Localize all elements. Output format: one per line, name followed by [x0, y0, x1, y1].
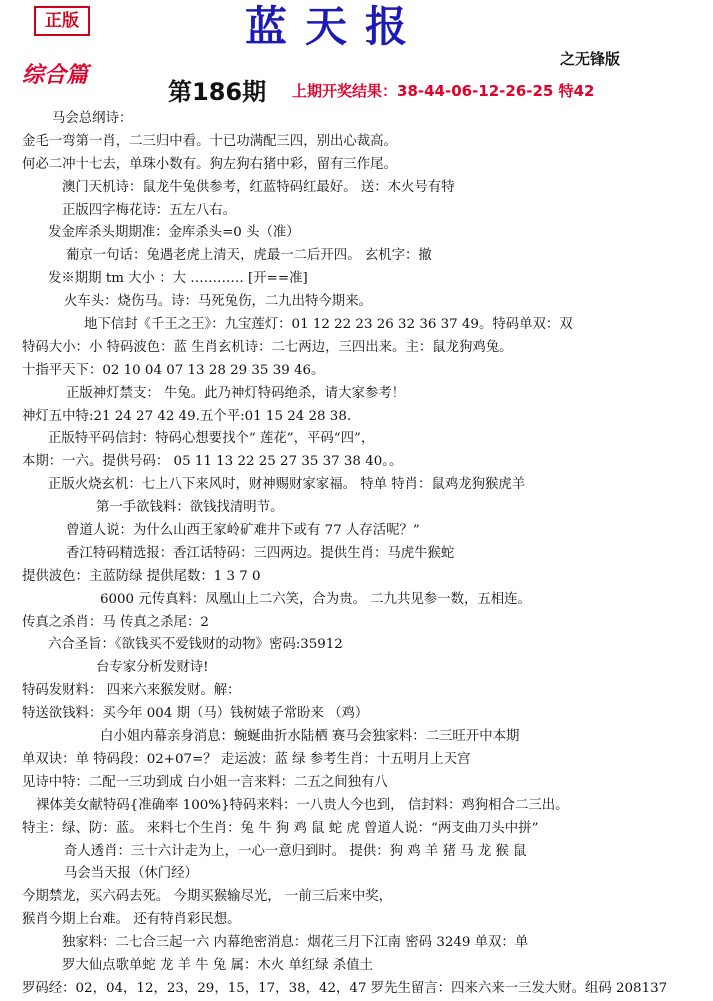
edition-label: 之无锋版: [560, 50, 621, 68]
text-line: 香江特码精选报：香江话特码：三四两边。提供生肖：马虎牛猴蛇: [66, 545, 455, 561]
text-line: 正版特平码信封：特码心想要找个“ 莲花”，平码“四”，: [48, 431, 375, 447]
text-line: 六合圣旨：《欲钱买不爱钱财的动物》密码:35912: [48, 637, 343, 653]
text-line: 裸体美女献特码{准确率 100%}特码来料：一八贵人今也到， 信封料：鸡狗相合二三出。: [36, 797, 569, 813]
text-line: 猴肖今期上台难。 还有特肖彩民想。: [22, 912, 241, 928]
text-line: 台专家分析发财诗!: [96, 660, 209, 676]
text-line: 见诗中特：二配一三功到成 白小姐一言来料：二五之间独有八: [22, 774, 388, 790]
text-line: 金毛一弯第一肖，二三归中看。十已功满配三四，别出心裁高。: [22, 133, 397, 149]
text-line: 白小姐内幕亲身消息：蜿蜒曲折水陆栖 赛马会独家料：二三旺开中本期: [100, 729, 520, 745]
text-line: 发※期期 tm 大小 ：大 ………… [开==准]: [48, 271, 308, 287]
text-line: 罗码经：02，04，12，23，29，15，17，38，42，47 罗先生留言：四来六来一三发大财。组码 208137: [22, 980, 668, 996]
text-line: 葡京一句话：兔遇老虎上清天，虎最一二后开四。 玄机字：撤: [66, 248, 432, 264]
text-line: 第一手欲钱料：欲钱找清明节。: [96, 500, 284, 516]
text-line: 马会总纲诗：: [52, 111, 133, 126]
text-line: 奇人透肖：三十六计走为上，一心一意归到时。 提供：狗 鸡 羊 猪 马 龙 猴 鼠: [64, 843, 527, 859]
text-line: 正版神灯禁支： 牛兔。此乃神灯特码绝杀，请大家参考！: [66, 385, 406, 401]
text-line: 6000 元传真料：凤凰山上二六笑，合为贵。 二九共见参一数，五相连。: [100, 591, 531, 607]
text-line: 澳门天机诗：鼠龙牛兔供参考，红蓝特码红最好。 送：木火号有特: [62, 179, 455, 195]
text-line: 特码大小：小 特码波色：蓝 生肖玄机诗：二七两边，三四出来。主：鼠龙狗鸡兔。: [22, 339, 513, 355]
text-line: 何必二冲十七去，单珠小数有。狗左狗右猪中彩，留有三作尾。: [22, 156, 397, 172]
text-line: 提供波色：主蓝防绿 提供尾数：1 3 7 0: [22, 568, 261, 584]
section-title: 综合篇: [22, 63, 89, 88]
text-line: 正版火烧玄机：七上八下来风时，财神赐财家家福。 特单 特肖：鼠鸡龙狗猴虎羊: [48, 477, 526, 493]
text-line: 地下信封《千王之王》：九宝莲灯：01 12 22 23 26 32 36 37 49。特码单双：双: [84, 317, 573, 333]
text-line: 单双诀：单 特码段：02+07=？ 走运波：蓝 绿 参考生肖：十五明月上天宫: [22, 751, 471, 767]
text-line: 神灯五中特:21 24 27 42 49.五个平:01 15 24 28 38.: [22, 408, 352, 424]
edition-badge: 正版: [34, 6, 90, 36]
text-line: 曾道人说：为什么山西王家岭矿难井下或有 77 人存活呢？”: [66, 523, 420, 539]
text-line: 火车头：烧伤马。诗：马死兔伤，二九出特今期来。: [64, 294, 372, 310]
text-line: 马会当天报（休门经）: [64, 866, 198, 882]
last-draw-result: 上期开奖结果：38-44-06-12-26-25 特42: [292, 82, 595, 100]
text-line: 独家料：二七合三起一六 内幕绝密消息：烟花三月下江南 密码 3249 单双：单: [62, 935, 529, 951]
text-line: 传真之杀肖：马 传真之杀尾：2: [22, 614, 209, 630]
text-line: 罗大仙点歌单蛇 龙 羊 牛 兔 属：木火 单红绿 杀值土: [62, 957, 373, 973]
text-line: 特主：绿、防：蓝。 来料七个生肖：兔 牛 狗 鸡 鼠 蛇 虎 曾道人说：“两支曲刀头中拼”: [22, 820, 539, 836]
newspaper-title: 蓝天报: [244, 2, 425, 51]
text-line: 本期：一六。提供号码： 05 11 13 22 25 27 35 37 38 40。。: [22, 454, 403, 470]
text-line: 正版四字梅花诗：五左八右。: [62, 202, 237, 218]
text-line: 特送欲钱料：买今年 004 期（马）钱树婊子常盼来 （鸡）: [22, 706, 369, 722]
text-line: 十指平天下：02 10 04 07 13 28 29 35 39 46。: [22, 362, 325, 378]
text-line: 特码发财料： 四来六来猴发财。解：: [22, 683, 241, 699]
text-line: 今期禁龙，买六码去死。 今期买猴输尽光， 一前三后来中奖，: [22, 889, 393, 905]
article-body: [0, 108, 713, 1001]
text-line: 发金库杀头期期准：金库杀头=0 头（准）: [48, 225, 300, 241]
issue-number: 第186期: [168, 78, 267, 106]
